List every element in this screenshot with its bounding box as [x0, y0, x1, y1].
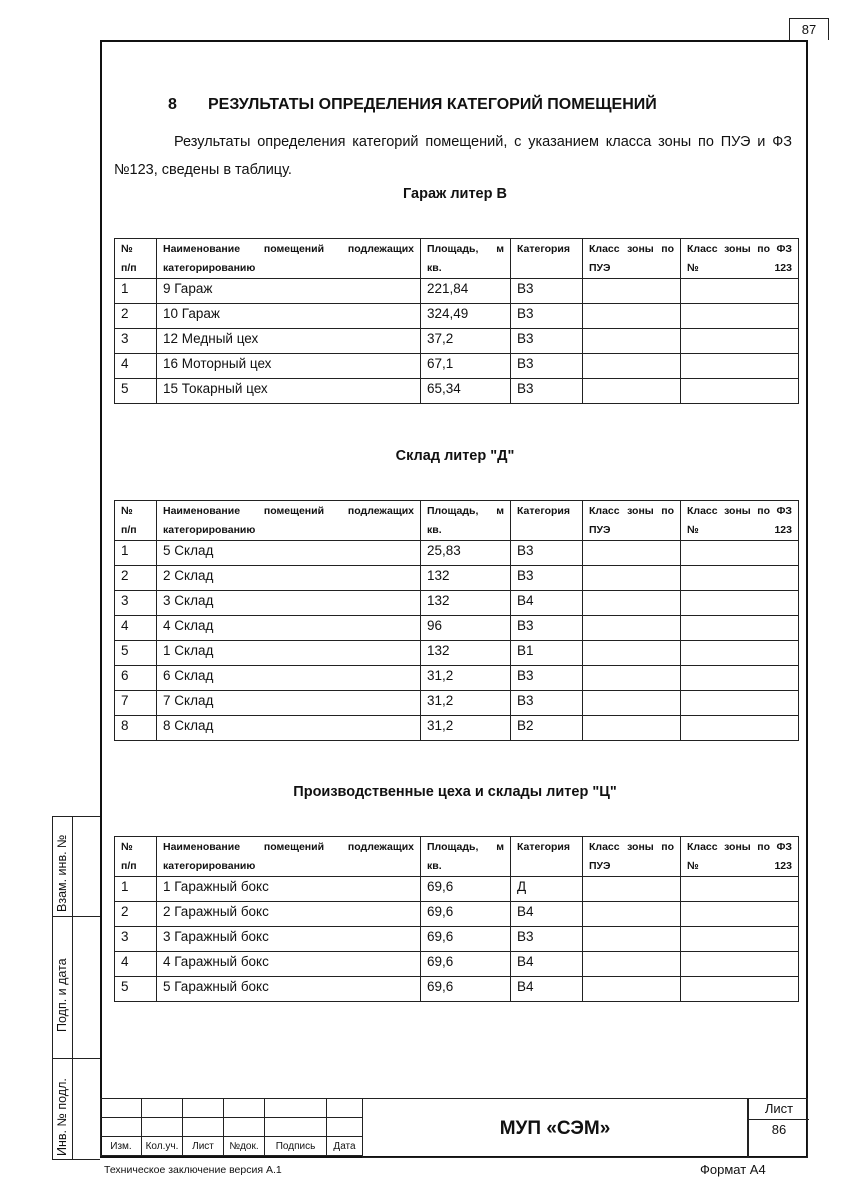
cell-category: В4	[511, 591, 583, 616]
intro-paragraph: Результаты определения категорий помещений, с указанием класса зоны по ПУЭ и ФЗ №123, сведены в таблицу.	[114, 134, 792, 178]
cell-name: 10 Гараж	[157, 304, 421, 329]
header-category	[511, 501, 583, 541]
cell-num: 5	[115, 977, 157, 1002]
header-fz-text: Класс зоны по ФЗ №123	[687, 841, 792, 872]
cell-num: 4	[115, 616, 157, 641]
table-garage	[114, 238, 799, 404]
header-num-line1: №	[121, 505, 133, 517]
cell-category: В3	[511, 616, 583, 641]
cell-area: 37,2	[421, 329, 511, 354]
cell-name: 9 Гараж	[157, 279, 421, 304]
cell-num: 5	[115, 379, 157, 404]
header-row	[115, 501, 799, 541]
header-fz	[681, 239, 799, 279]
table-row	[115, 329, 799, 354]
section-title	[168, 96, 657, 114]
side-strip-line	[52, 916, 100, 917]
table-body	[115, 877, 799, 1002]
cell-num: 2	[115, 566, 157, 591]
cell-name: 6 Склад	[157, 666, 421, 691]
table-header	[115, 239, 799, 279]
cell-category: В3	[511, 541, 583, 566]
cell-category: В3	[511, 354, 583, 379]
page-number: 87	[801, 22, 817, 37]
cell-area: 69,6	[421, 952, 511, 977]
cell-num: 2	[115, 304, 157, 329]
cell-num: 6	[115, 666, 157, 691]
cell-fz	[681, 329, 799, 354]
header-name	[157, 501, 421, 541]
table-row	[115, 566, 799, 591]
cell-area: 69,6	[421, 877, 511, 902]
cell-category: В2	[511, 716, 583, 741]
cell-name: 3 Гаражный бокс	[157, 927, 421, 952]
cell-category: В3	[511, 304, 583, 329]
cell-area: 132	[421, 591, 511, 616]
table-row	[115, 591, 799, 616]
cell-pue	[583, 616, 681, 641]
table-workshops	[114, 836, 799, 1002]
header-num	[115, 239, 157, 279]
side-strip-divider	[72, 816, 73, 1160]
header-category	[511, 239, 583, 279]
cell-area: 221,84	[421, 279, 511, 304]
cell-category: В4	[511, 977, 583, 1002]
cell-fz	[681, 977, 799, 1002]
cell-category: В3	[511, 279, 583, 304]
header-category	[511, 837, 583, 877]
header-name	[157, 837, 421, 877]
cell-fz	[681, 616, 799, 641]
table-row	[115, 641, 799, 666]
cell-name: 5 Гаражный бокс	[157, 977, 421, 1002]
cell-fz	[681, 304, 799, 329]
cell-fz	[681, 641, 799, 666]
table-row	[115, 279, 799, 304]
cell-category: В4	[511, 902, 583, 927]
header-name-text: Наименование помещений подлежащих категорированию	[163, 841, 414, 872]
table-row	[115, 902, 799, 927]
header-num-line2: п/п	[121, 524, 137, 536]
cell-pue	[583, 952, 681, 977]
header-pue	[583, 501, 681, 541]
cell-num: 1	[115, 279, 157, 304]
cell-pue	[583, 566, 681, 591]
cell-num: 3	[115, 329, 157, 354]
stamp-organization: МУП «СЭМ»	[362, 1098, 748, 1158]
header-num-line2: п/п	[121, 860, 137, 872]
cell-fz	[681, 952, 799, 977]
side-label-vzam: Взам. инв. №	[55, 834, 69, 912]
stamp-col-list: Лист	[183, 1137, 224, 1156]
table-row	[115, 927, 799, 952]
cell-fz	[681, 541, 799, 566]
table-warehouse	[114, 500, 799, 741]
header-name	[157, 239, 421, 279]
cell-fz	[681, 927, 799, 952]
cell-num: 7	[115, 691, 157, 716]
cell-name: 2 Склад	[157, 566, 421, 591]
cell-name: 1 Гаражный бокс	[157, 877, 421, 902]
header-fz	[681, 501, 799, 541]
table-body	[115, 279, 799, 404]
cell-name: 2 Гаражный бокс	[157, 902, 421, 927]
page-number-box	[789, 18, 829, 40]
header-name-text: Наименование помещений подлежащих категорированию	[163, 243, 414, 274]
cell-pue	[583, 927, 681, 952]
cell-name: 4 Гаражный бокс	[157, 952, 421, 977]
table-row	[115, 877, 799, 902]
header-num-line1: №	[121, 243, 133, 255]
table-caption-warehouse: Склад литер "Д"	[395, 448, 515, 464]
header-fz-text: Класс зоны по ФЗ №123	[687, 505, 792, 536]
cell-num: 1	[115, 877, 157, 902]
cell-category: Д	[511, 877, 583, 902]
cell-fz	[681, 379, 799, 404]
header-area	[421, 837, 511, 877]
header-area-text: Площадь, м кв.	[427, 243, 504, 274]
cell-category: В3	[511, 379, 583, 404]
cell-category: В1	[511, 641, 583, 666]
cell-name: 12 Медный цех	[157, 329, 421, 354]
cell-category: В3	[511, 666, 583, 691]
cell-name: 15 Токарный цех	[157, 379, 421, 404]
header-category-text: Категория	[517, 841, 571, 853]
table-body	[115, 541, 799, 741]
header-pue	[583, 837, 681, 877]
side-strip-line	[52, 1058, 100, 1059]
stamp-col-ndok: №док.	[224, 1137, 265, 1156]
cell-pue	[583, 279, 681, 304]
cell-pue	[583, 329, 681, 354]
header-num-line1: №	[121, 841, 133, 853]
header-num	[115, 837, 157, 877]
table-caption-workshops: Производственные цеха и склады литер "Ц"	[293, 784, 617, 800]
table-caption-garage: Гараж литер В	[403, 186, 507, 202]
header-fz	[681, 837, 799, 877]
cell-fz	[681, 566, 799, 591]
header-area	[421, 501, 511, 541]
table-row	[115, 354, 799, 379]
cell-fz	[681, 354, 799, 379]
table-row	[115, 541, 799, 566]
table-row	[115, 616, 799, 641]
cell-fz	[681, 902, 799, 927]
header-pue	[583, 239, 681, 279]
side-label-inv: Инв. № подл.	[55, 1078, 69, 1156]
cell-fz	[681, 716, 799, 741]
header-num	[115, 501, 157, 541]
header-category-text: Категория	[517, 505, 571, 517]
cell-name: 4 Склад	[157, 616, 421, 641]
stamp-col-kol: Кол.уч.	[142, 1137, 183, 1156]
cell-fz	[681, 877, 799, 902]
header-area	[421, 239, 511, 279]
cell-fz	[681, 279, 799, 304]
cell-area: 67,1	[421, 354, 511, 379]
cell-num: 1	[115, 541, 157, 566]
cell-num: 4	[115, 952, 157, 977]
cell-num: 4	[115, 354, 157, 379]
header-area-text: Площадь, м кв.	[427, 505, 504, 536]
cell-area: 31,2	[421, 691, 511, 716]
cell-fz	[681, 591, 799, 616]
cell-pue	[583, 541, 681, 566]
cell-category: В3	[511, 329, 583, 354]
cell-fz	[681, 691, 799, 716]
table-row	[115, 952, 799, 977]
header-pue-text: Класс зоны по ПУЭ	[589, 243, 674, 274]
cell-num: 3	[115, 927, 157, 952]
cell-name: 5 Склад	[157, 541, 421, 566]
cell-pue	[583, 379, 681, 404]
table-row	[115, 716, 799, 741]
cell-area: 132	[421, 566, 511, 591]
stamp-col-podpis: Подпись	[265, 1137, 327, 1156]
cell-num: 8	[115, 716, 157, 741]
cell-fz	[681, 666, 799, 691]
header-name-text: Наименование помещений подлежащих категорированию	[163, 505, 414, 536]
cell-pue	[583, 902, 681, 927]
cell-category: В3	[511, 927, 583, 952]
stamp-col-izm: Изм.	[101, 1137, 142, 1156]
cell-pue	[583, 716, 681, 741]
header-row	[115, 837, 799, 877]
table-row	[115, 304, 799, 329]
cell-pue	[583, 691, 681, 716]
table-row	[115, 691, 799, 716]
cell-pue	[583, 977, 681, 1002]
cell-area: 31,2	[421, 716, 511, 741]
header-pue-text: Класс зоны по ПУЭ	[589, 841, 674, 872]
stamp-revision-table	[100, 1098, 363, 1156]
cell-name: 8 Склад	[157, 716, 421, 741]
header-fz-text: Класс зоны по ФЗ №123	[687, 243, 792, 274]
footer-version: Техническое заключение версия А.1	[104, 1164, 282, 1176]
stamp-sheet-label: Лист	[749, 1099, 809, 1120]
header-category-text: Категория	[517, 243, 571, 255]
table-header	[115, 837, 799, 877]
side-label-podp: Подп. и дата	[55, 958, 69, 1032]
section-number: 8	[168, 96, 177, 113]
cell-num: 3	[115, 591, 157, 616]
stamp-sheet-box	[748, 1098, 808, 1158]
cell-pue	[583, 641, 681, 666]
cell-category: В3	[511, 691, 583, 716]
cell-num: 5	[115, 641, 157, 666]
table-row	[115, 666, 799, 691]
cell-area: 31,2	[421, 666, 511, 691]
cell-area: 65,34	[421, 379, 511, 404]
stamp-sheet-number: 86	[771, 1122, 787, 1137]
header-area-text: Площадь, м кв.	[427, 841, 504, 872]
cell-area: 69,6	[421, 927, 511, 952]
cell-area: 25,83	[421, 541, 511, 566]
footer-format: Формат А4	[700, 1162, 766, 1177]
cell-category: В4	[511, 952, 583, 977]
cell-pue	[583, 304, 681, 329]
section-title-text: РЕЗУЛЬТАТЫ ОПРЕДЕЛЕНИЯ КАТЕГОРИЙ ПОМЕЩЕНИЙ	[208, 96, 657, 113]
cell-num: 2	[115, 902, 157, 927]
cell-area: 132	[421, 641, 511, 666]
table-row	[115, 977, 799, 1002]
cell-name: 7 Склад	[157, 691, 421, 716]
table-row	[115, 379, 799, 404]
stamp-col-data: Дата	[327, 1137, 363, 1156]
cell-pue	[583, 877, 681, 902]
cell-name: 1 Склад	[157, 641, 421, 666]
cell-pue	[583, 666, 681, 691]
cell-category: В3	[511, 566, 583, 591]
cell-area: 324,49	[421, 304, 511, 329]
cell-name: 3 Склад	[157, 591, 421, 616]
cell-area: 69,6	[421, 902, 511, 927]
cell-pue	[583, 591, 681, 616]
header-num-line2: п/п	[121, 262, 137, 274]
cell-pue	[583, 354, 681, 379]
cell-area: 69,6	[421, 977, 511, 1002]
cell-area: 96	[421, 616, 511, 641]
cell-name: 16 Моторный цех	[157, 354, 421, 379]
header-pue-text: Класс зоны по ПУЭ	[589, 505, 674, 536]
header-row	[115, 239, 799, 279]
table-header	[115, 501, 799, 541]
